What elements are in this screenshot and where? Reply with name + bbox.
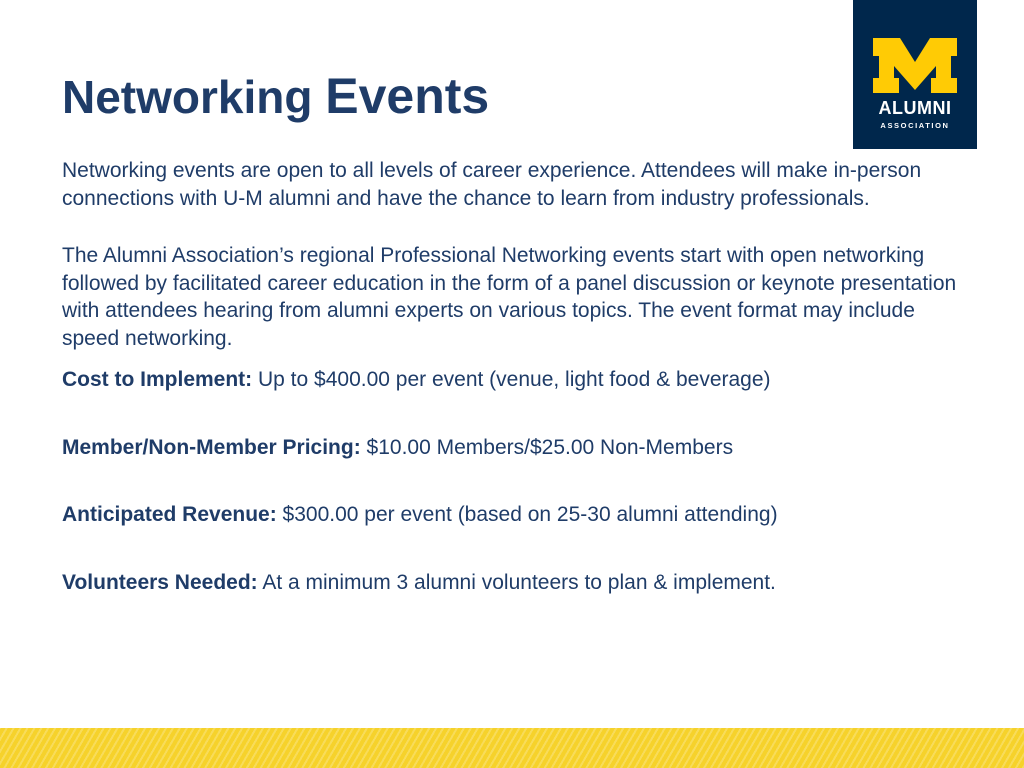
footer-stripe <box>0 728 1024 768</box>
title-part-networking: Networking <box>62 71 326 123</box>
cost-to-implement-value: Up to $400.00 per event (venue, light food & beverage) <box>252 368 771 391</box>
logo-text-alumni: ALUMNI <box>878 98 952 118</box>
anticipated-revenue-label: Anticipated Revenue: <box>62 503 277 526</box>
anticipated-revenue-value: $300.00 per event (based on 25-30 alumni attending) <box>276 503 778 526</box>
volunteers-needed-value: At a minimum 3 alumni volunteers to plan & implement. <box>257 570 776 594</box>
slide-title <box>62 66 489 127</box>
volunteers-needed-line <box>62 569 962 597</box>
title-part-events: Events <box>325 68 490 124</box>
cost-to-implement-label: Cost to Implement: <box>62 368 253 391</box>
alumni-association-logo <box>853 0 977 149</box>
anticipated-revenue-line <box>62 501 962 529</box>
slide-body <box>62 157 962 636</box>
member-pricing-label: Member/Non-Member Pricing: <box>62 435 361 459</box>
member-pricing-value: $10.00 Members/$25.00 Non-Members <box>360 435 734 459</box>
member-pricing-line <box>62 434 962 462</box>
intro-paragraph: Networking events are open to all levels of career experience. Attendees will make in-person connections with U-M alumni and have the chance to learn from industry professionals. <box>62 159 922 210</box>
format-paragraph: The Alumni Association’s regional Professional Networking events start with open networking followed by facilitated career education in the form of a panel discussion or keynote presentation with attendees hearing from alumni experts on various topics. The event format may include speed networking. <box>62 244 957 350</box>
cost-to-implement-line <box>62 366 962 394</box>
volunteers-needed-label: Volunteers Needed: <box>62 570 258 594</box>
logo-text-association: ASSOCIATION <box>880 121 950 130</box>
